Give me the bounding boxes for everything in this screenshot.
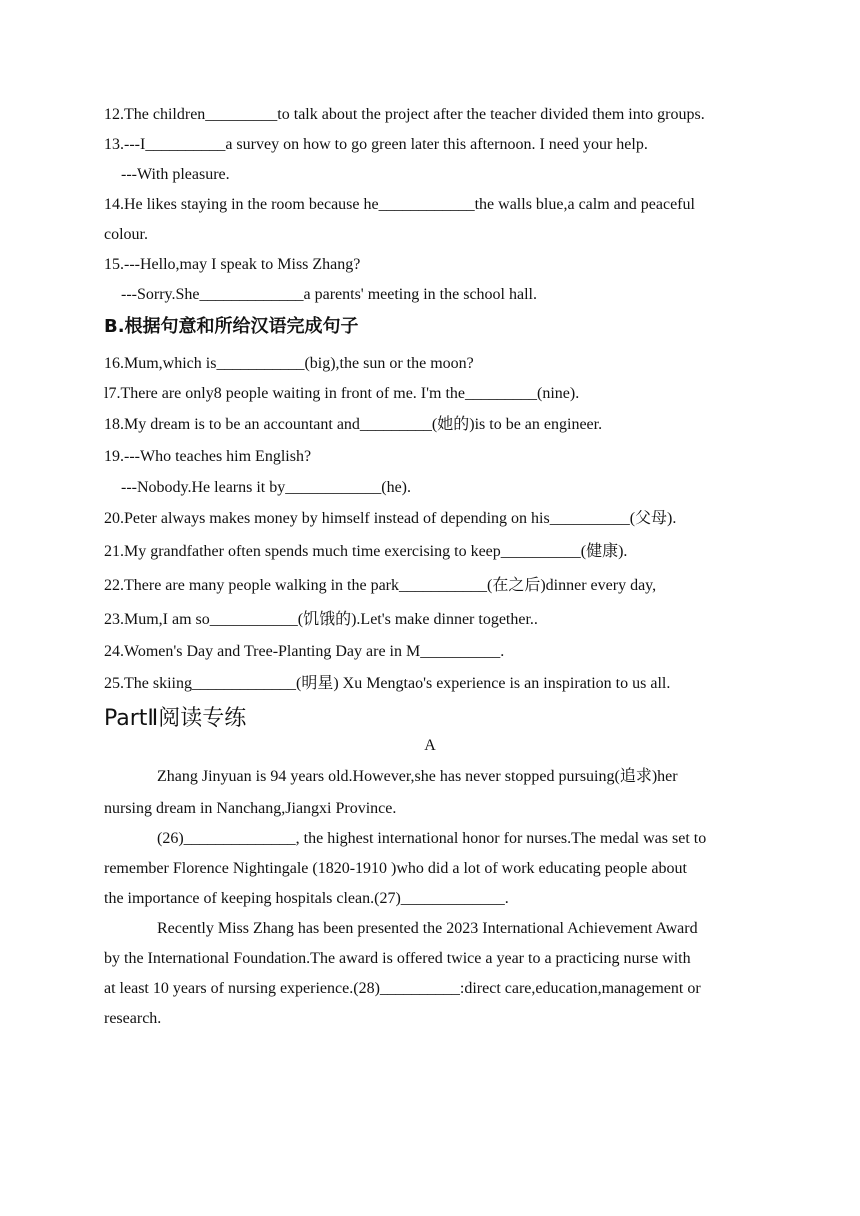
passage-line: remember Florence Nightingale (1820-1910 )who did a lot of work educating people about (104, 860, 687, 877)
question-22: 22.There are many people walking in the park___________(在之后)dinner every day, (104, 577, 657, 594)
passage-letter: A (424, 737, 436, 754)
question-18: 18.My dream is to be an accountant and_________(她的)is to be an engineer. (104, 416, 603, 433)
question-16: 16.Mum,which is___________(big),the sun or the moon? (104, 355, 474, 372)
question-24: 24.Women's Day and Tree-Planting Day are in M__________. (104, 643, 505, 660)
question-21: 21.My grandfather often spends much time exercising to keep__________(健康). (104, 543, 628, 560)
question-12: 12.The children_________to talk about the project after the teacher divided them into groups. (104, 106, 705, 123)
question-20: 20.Peter always makes money by himself instead of depending on his__________(父母). (104, 510, 677, 527)
passage-line: research. (104, 1010, 162, 1027)
passage-line: at least 10 years of nursing experience.(28)__________:direct care,education,management or (104, 980, 701, 997)
question-17: l7.There are only8 people waiting in front of me. I'm the_________(nine). (104, 385, 580, 402)
question-19: 19.---Who teaches him English? (104, 448, 312, 465)
question-19-reply: ---Nobody.He learns it by____________(he). (121, 479, 412, 496)
passage-line: Recently Miss Zhang has been presented the 2023 International Achievement Award (157, 920, 698, 937)
passage-line: Zhang Jinyuan is 94 years old.However,she has never stopped pursuing(追求)her (157, 768, 678, 785)
question-25: 25.The skiing_____________(明星) Xu Mengtao's experience is an inspiration to us all. (104, 675, 671, 692)
passage-line: nursing dream in Nanchang,Jiangxi Province. (104, 800, 397, 817)
part-title: PartⅡ阅读专练 (104, 706, 247, 731)
question-23: 23.Mum,I am so___________(饥饿的).Let's make dinner together.. (104, 611, 538, 628)
section-b-heading: B.根据句意和所给汉语完成句子 (104, 316, 359, 337)
question-15: 15.---Hello,may I speak to Miss Zhang? (104, 256, 361, 273)
question-14-continued: colour. (104, 226, 148, 243)
passage-line: by the International Foundation.The award is offered twice a year to a practicing nurse with (104, 950, 691, 967)
question-15-reply: ---Sorry.She_____________a parents' meeting in the school hall. (121, 286, 537, 303)
passage-line: the importance of keeping hospitals clean.(27)_____________. (104, 890, 509, 907)
question-13: 13.---I__________a survey on how to go green later this afternoon. I need your help. (104, 136, 648, 153)
question-14: 14.He likes staying in the room because he____________the walls blue,a calm and peaceful (104, 196, 695, 213)
passage-line: (26)______________, the highest international honor for nurses.The medal was set to (157, 830, 707, 847)
question-13-reply: ---With pleasure. (121, 166, 230, 183)
